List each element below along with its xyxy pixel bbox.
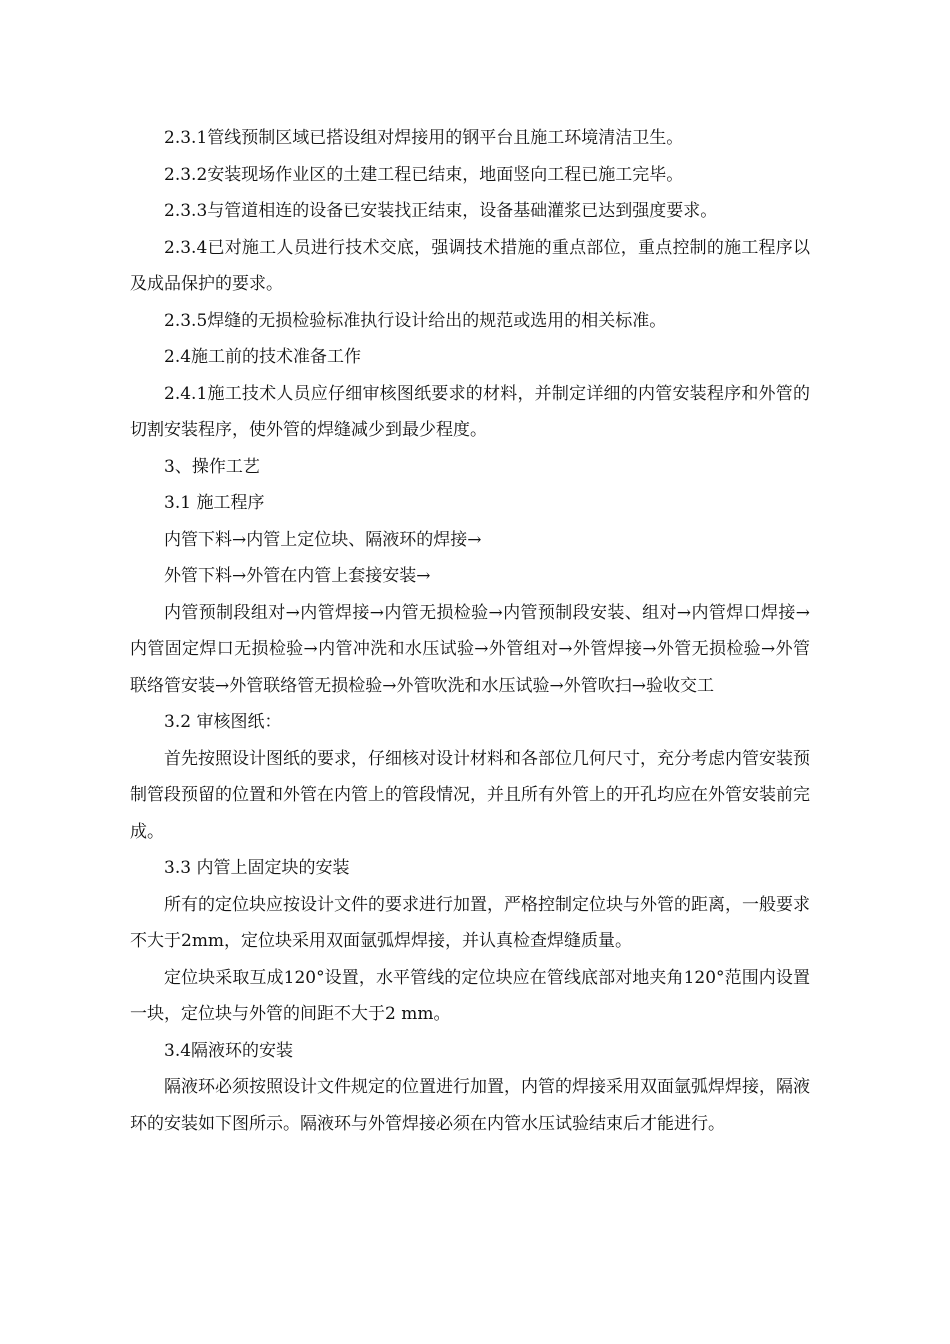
heading-3-1: 3.1 施工程序 <box>164 493 265 513</box>
paragraph-2-3-1: 2.3.1管线预制区域已搭设组对焊接用的钢平台且施工环境清洁卫生。 <box>164 128 684 148</box>
heading-3: 3、操作工艺 <box>164 456 260 477</box>
paragraph-2-3-2: 2.3.2安装现场作业区的土建工程已结束，地面竖向工程已施工完毕。 <box>164 164 684 185</box>
paragraph-2-3-4: 2.3.4已对施工人员进行技术交底，强调技术措施的重点部位，重点控制的施工程序以及成品保护的要求。 <box>130 237 810 294</box>
heading-2-4: 2.4施工前的技术准备工作 <box>164 347 362 367</box>
process-line-3: 内管预制段组对→内管焊接→内管无损检验→内管预制段安装、组对→内管焊口焊接→内管固定焊口无损检验→内管冲洗和水压试验→外管组对→外管焊接→外管无损检验→外管联络管安装→外管联络管无损检验→外管吹洗和水压试验→外管吹扫→验收交工 <box>130 602 810 696</box>
paragraph-3-3-b: 定位块采取互成120°设置，水平管线的定位块应在管线底部对地夹角120°范围内设置一块，定位块与外管的间距不大于2 mm。 <box>130 967 810 1024</box>
heading-3-4: 3.4隔液环的安装 <box>164 1040 294 1061</box>
paragraph-3-2: 首先按照设计图纸的要求，仔细核对设计材料和各部位几何尺寸，充分考虑内管安装预制管段预留的位置和外管在内管上的管段情况，并且所有外管上的开孔均应在外管安装前完成。 <box>130 748 810 842</box>
paragraph-2-4-1: 2.4.1施工技术人员应仔细审核图纸要求的材料，并制定详细的内管安装程序和外管的切割安装程序，使外管的焊缝减少到最少程度。 <box>130 383 810 440</box>
process-line-1: 内管下料→内管上定位块、隔液环的焊接→ <box>164 529 482 550</box>
paragraph-2-3-5: 2.3.5焊缝的无损检验标准执行设计给出的规范或选用的相关标准。 <box>164 310 667 331</box>
heading-3-3: 3.3 内管上固定块的安装 <box>164 858 350 878</box>
heading-3-2: 3.2 审核图纸： <box>164 712 282 732</box>
paragraph-2-3-3: 2.3.3与管道相连的设备已安装找正结束，设备基础灌浆已达到强度要求。 <box>164 201 718 221</box>
paragraph-3-3-a: 所有的定位块应按设计文件的要求进行加置，严格控制定位块与外管的距离，一般要求不大于2mm，定位块采用双面氩弧焊焊接，并认真检查焊缝质量。 <box>130 894 810 951</box>
document-body <box>130 120 810 1142</box>
paragraph-3-4: 隔液环必须按照设计文件规定的位置进行加置，内管的焊接采用双面氩弧焊焊接，隔液环的安装如下图所示。隔液环与外管焊接必须在内管水压试验结束后才能进行。 <box>130 1077 810 1134</box>
process-line-2: 外管下料→外管在内管上套接安装→ <box>164 566 431 586</box>
